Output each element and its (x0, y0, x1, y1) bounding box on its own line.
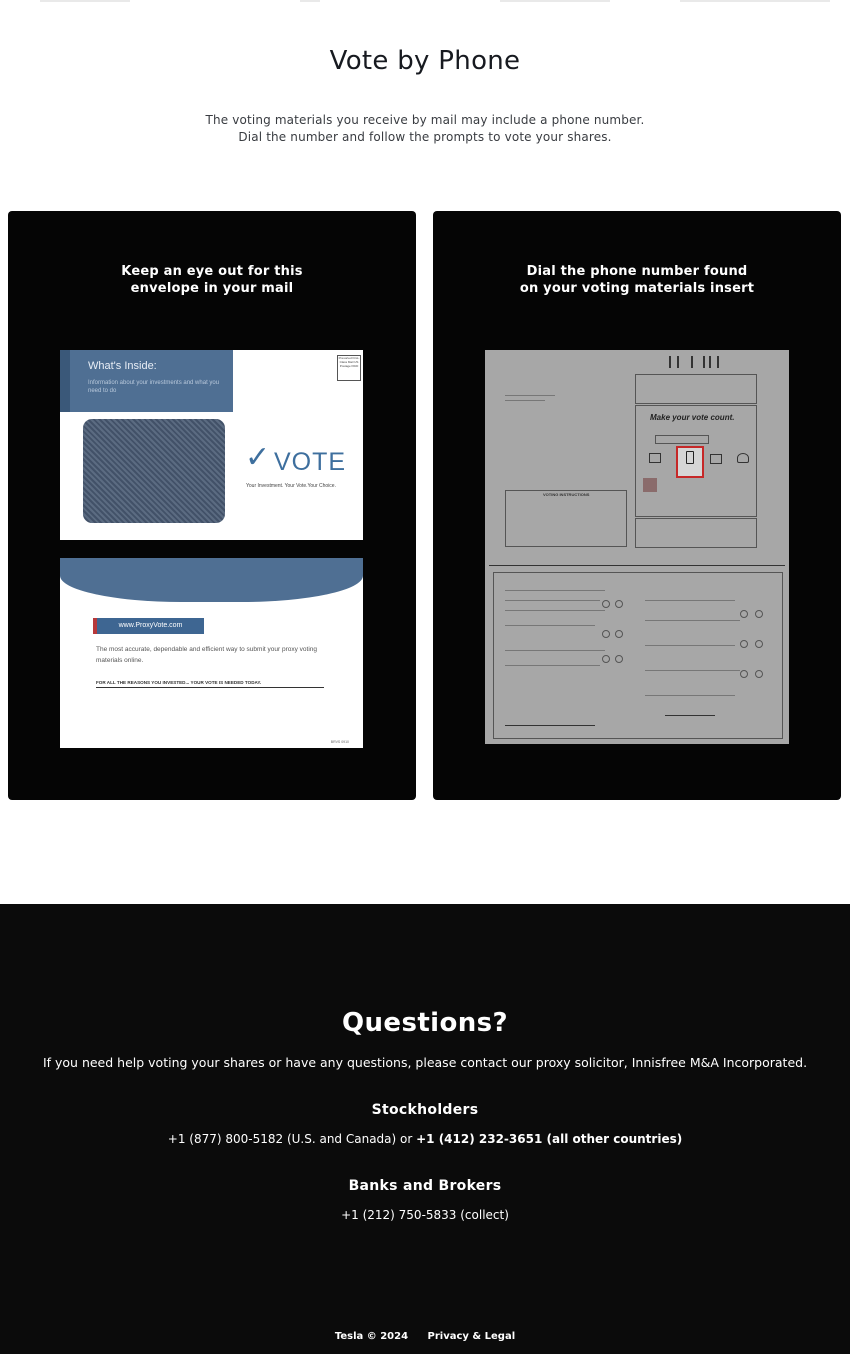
envelope-back-image (60, 558, 363, 748)
or-separator: or (396, 1132, 417, 1146)
signature-line (505, 725, 595, 726)
ballot-bubble (740, 640, 748, 648)
ballot-text-line (505, 650, 605, 651)
stockholders-phone-other[interactable]: +1 (412) 232-3651 (all other countries) (416, 1132, 683, 1146)
checkmark-icon: ✓ (245, 440, 271, 475)
proxyvote-url-label: www.ProxyVote.com (97, 618, 204, 634)
ballot-bubble (615, 655, 623, 663)
control-number-box (655, 435, 709, 444)
envelope-tagline: Your Investment. Your Vote.Your Choice. (246, 483, 336, 489)
make-your-vote-count-text: Make your vote count. (650, 413, 735, 422)
voting-instructions-box (505, 490, 627, 547)
ballot-bubble (602, 600, 610, 608)
copyright-text: Tesla © 2024 (334, 1331, 409, 1342)
ballot-text-line (505, 665, 600, 666)
ballot-text-line (505, 590, 605, 591)
ballot-text-line (645, 645, 735, 646)
ballot-bubble (755, 640, 763, 648)
ballot-text-line (645, 670, 740, 671)
ballot-section (493, 572, 783, 739)
envelope-card-title (8, 263, 416, 297)
privacy-legal-link[interactable]: Privacy & Legal (427, 1331, 516, 1342)
envelope-code: BRVS 0910 (330, 740, 349, 744)
address-line (505, 400, 545, 401)
date-line (665, 715, 715, 716)
phone-icon (686, 451, 694, 464)
ballot-text-line (505, 600, 600, 601)
qr-code (643, 478, 657, 492)
insert-header-box (635, 374, 757, 404)
ballot-text-line (645, 695, 735, 696)
stockholders-phone-us[interactable]: +1 (877) 800-5182 (U.S. and Canada) (167, 1132, 397, 1146)
ballot-text-line (505, 610, 605, 611)
envelope-card-title-line-1: Keep an eye out for this (121, 264, 303, 279)
ballot-bubble (602, 655, 610, 663)
voting-insert-image (485, 350, 789, 744)
ballot-bubble (615, 600, 623, 608)
page-title: Vote by Phone (329, 46, 521, 76)
envelope-flap (60, 558, 363, 602)
envelope-band-edge (60, 350, 70, 412)
vote-logo-text: VOTE (274, 448, 347, 476)
insert-card-title (433, 263, 841, 297)
ballot-text-line (645, 600, 735, 601)
questions-title: Questions? (342, 1008, 508, 1038)
perforation-line (489, 565, 785, 566)
envelope-window (83, 419, 225, 523)
ballot-bubble (755, 610, 763, 618)
envelope-front-image (60, 350, 363, 540)
page-subtitle (0, 112, 850, 146)
envelope-card (8, 211, 416, 800)
ballot-text-line (645, 620, 740, 621)
ballot-bubble (615, 630, 623, 638)
computer-icon (649, 453, 661, 463)
voting-insert-card (433, 211, 841, 800)
stockholders-phones (0, 1132, 850, 1146)
subtitle-line-1: The voting materials you receive by mail may include a phone number. (205, 113, 645, 127)
barcode (663, 356, 743, 368)
envelope-card-title-line-2: envelope in your mail (130, 281, 294, 296)
ballot-bubble (740, 610, 748, 618)
postage-stamp: Presorted First-Class Mail US Postage PAID (337, 355, 361, 381)
envelope-inside-blurb: Information about your investments and what you need to do (88, 380, 220, 394)
banks-brokers-heading: Banks and Brokers (348, 1178, 502, 1194)
ballot-bubble (602, 630, 610, 638)
top-nav-remnant (0, 0, 850, 4)
insert-card-title-line-2: on your voting materials insert (519, 281, 755, 296)
envelope-inside-heading: What's Inside: (88, 360, 157, 372)
address-line (505, 395, 555, 396)
ballot-text-line (505, 625, 595, 626)
phone-option-highlight (676, 446, 704, 478)
envelope-back-reasons: FOR ALL THE REASONS YOU INVESTED... YOUR VOTE IS NEEDED TODAY. (96, 680, 324, 688)
questions-section (0, 904, 850, 1354)
insert-card-title-line-1: Dial the phone number found (526, 264, 748, 279)
subtitle-line-2: Dial the number and follow the prompts to vote your shares. (238, 130, 612, 144)
insert-mailing-box (635, 518, 757, 548)
mail-icon (710, 454, 722, 464)
footer-links (0, 1331, 850, 1342)
stockholders-heading: Stockholders (371, 1102, 479, 1118)
envelope-back-description: The most accurate, dependable and efficient way to submit your proxy voting materials online. (96, 646, 318, 664)
voting-instructions-label: VOTING INSTRUCTIONS (543, 492, 590, 497)
questions-help-text: If you need help voting your shares or have any questions, please contact our proxy solicitor, Innisfree M&A Incorporated. (42, 1055, 808, 1070)
people-icon (737, 453, 749, 463)
ballot-bubble (740, 670, 748, 678)
banks-brokers-phone[interactable]: +1 (212) 750-5833 (collect) (341, 1208, 509, 1222)
ballot-bubble (755, 670, 763, 678)
